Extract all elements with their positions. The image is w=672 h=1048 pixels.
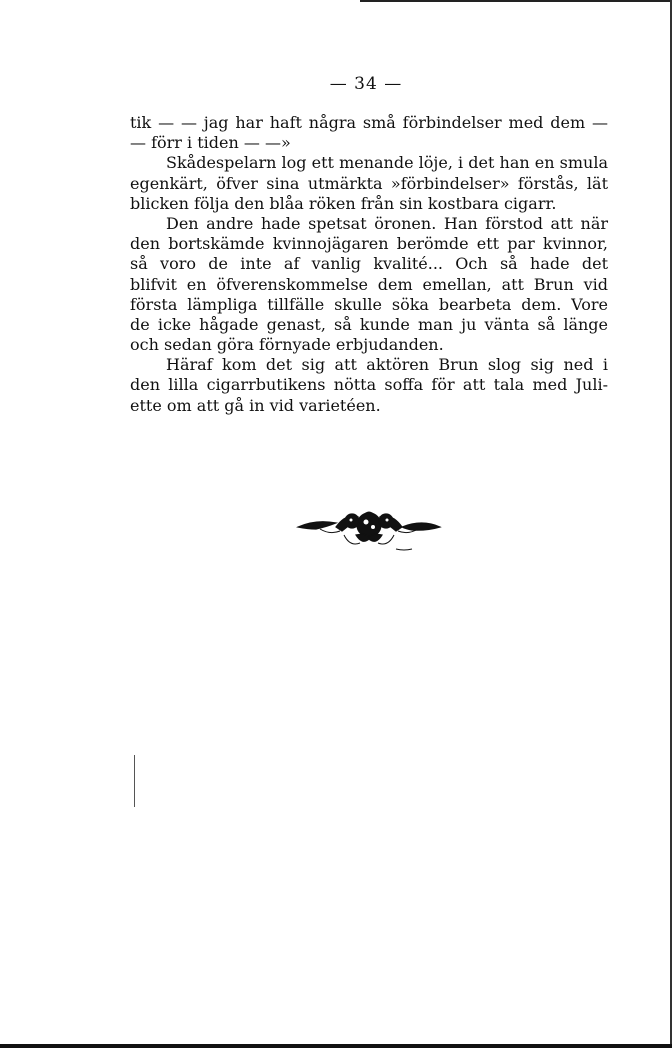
text-line: första lämpliga tillfälle skulle söka bearbeta dem. Vore	[130, 294, 608, 314]
text-line: — förr i tiden — —»	[130, 133, 291, 153]
text-line: tik — — jag har haft några små förbindelser med dem —	[130, 113, 608, 132]
text-line: de icke hågade genast, så kunde man ju vänta så länge	[130, 314, 608, 334]
text-line: och sedan göra förnyade erbjudanden.	[130, 335, 444, 355]
text-line: Skådespelarn log ett menande löje, i det han en smula	[166, 153, 608, 173]
scan-edge-top	[360, 0, 672, 2]
body-text	[130, 113, 608, 416]
text-line: ette om att gå in vid varietéen.	[130, 395, 381, 415]
text-line: Den andre hade spetsat öronen. Han förstod att när	[166, 213, 608, 233]
text-line: Häraf kom det sig att aktören Brun slog sig ned i	[166, 355, 608, 375]
text-line: den lilla cigarrbutikens nötta soffa för att tala med Juli-	[130, 375, 608, 395]
floral-ornament-icon	[296, 505, 442, 553]
text-line: egenkärt, öfver sina utmärkta »förbindelser» förstås, lät	[130, 173, 608, 193]
text-line: den bortskämde kvinnojägaren berömde ett par kvinnor,	[130, 234, 608, 254]
scan-edge-bottom	[0, 1044, 672, 1048]
text-line: blicken följa den blåa röken från sin kostbara cigarr.	[130, 193, 557, 213]
text-line: så voro de inte af vanlig kvalité... Och så hade det	[130, 254, 608, 274]
page-number: — 34 —	[329, 74, 403, 94]
text-line: blifvit en öfverenskommelse dem emellan, att Brun vid	[130, 274, 608, 294]
margin-mark	[134, 755, 135, 807]
